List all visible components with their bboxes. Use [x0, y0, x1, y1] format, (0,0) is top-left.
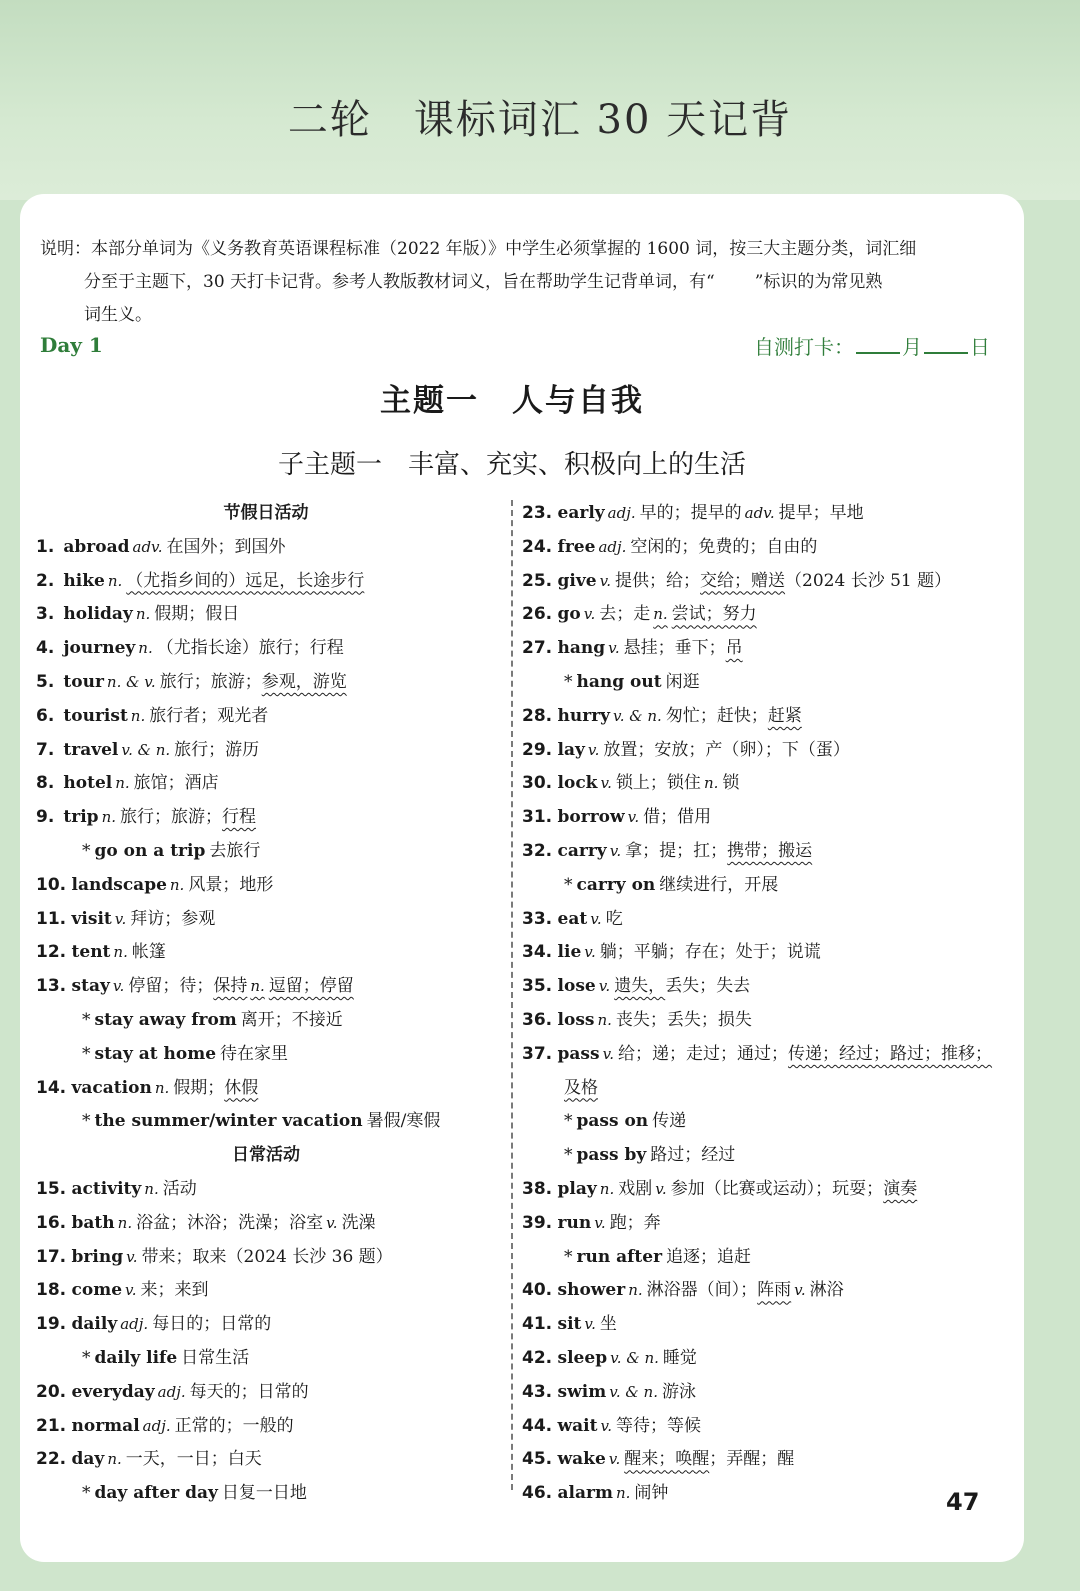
vocab-entry: 25. give v. 提供；给；交给；赠送（2024 长沙 51 题） [522, 570, 952, 591]
phrase-entry: * stay at home 待在家里 [82, 1043, 289, 1064]
vocab-entry: 27. hang v. 悬挂；垂下；吊 [522, 638, 743, 659]
day-blank[interactable] [924, 334, 968, 354]
right-column [522, 497, 1002, 1511]
notice-line-1: 说明：本部分单词为《义务教育英语课程标准（2022 年版）》中学生必须掌握的 1600 词，按三大主题分类，词汇细 [40, 239, 917, 259]
vocab-entry: 43. swim v. & n. 游泳 [522, 1381, 696, 1402]
vocab-entry: 15. activity n. 活动 [36, 1178, 197, 1199]
vocab-entry: 30. lock v. 锁上；锁住 n. 锁 [522, 773, 740, 794]
vocab-entry: 10. landscape n. 风景；地形 [36, 874, 274, 895]
phrase-entry: * hang out 闲逛 [564, 671, 700, 692]
notice-line-3: 词生义。 [84, 305, 152, 325]
vocab-entry: 12. tent n. 帐篷 [36, 942, 166, 963]
vocab-entry: 20. everyday adj. 每天的；日常的 [36, 1381, 309, 1402]
usage-notice [40, 233, 1006, 332]
vocab-entry: 46. alarm n. 闹钟 [522, 1483, 669, 1504]
phrase-entry: * carry on 继续进行，开展 [564, 874, 779, 895]
vocab-entry: 37. pass v. 给；递；走过；通过；传递；经过；路过；推移； [522, 1043, 993, 1064]
vocab-entry: 34. lie v. 躺；平躺；存在；处于；说谎 [522, 942, 821, 963]
vocab-entry: 29. lay v. 放置；安放；产（卵）；下（蛋） [522, 739, 850, 760]
column-divider [511, 500, 513, 1490]
vocab-entry: 44. wait v. 等待；等候 [522, 1415, 701, 1436]
vocab-entry: 16. bath n. 浴盆；沐浴；洗澡；浴室 v. 洗澡 [36, 1212, 376, 1233]
book-title: 二轮 课标词汇 30 天记背 [287, 97, 793, 143]
wavy-mark-sample [715, 266, 755, 280]
vocab-entry: 31. borrow v. 借；借用 [522, 807, 712, 828]
subtheme-title: 子主题一 丰富、充实、积极向上的生活 [277, 450, 746, 480]
vocab-entry: 36. loss n. 丧失；丢失；损失 [522, 1009, 752, 1030]
vocab-entry: 26. go v. 去；走 n. 尝试；努力 [522, 604, 757, 625]
vocab-entry: 3. holiday n. 假期；假日 [36, 604, 240, 625]
page-number: 47 [946, 1488, 980, 1516]
phrase-entry: * go on a trip 去旅行 [82, 840, 261, 861]
vocab-entry: 17. bring v. 带来；取来（2024 长沙 36 题） [36, 1246, 393, 1267]
vocab-entry: 24. free adj. 空闲的；免费的；自由的 [522, 536, 818, 557]
day-label: Day 1 [40, 333, 103, 357]
vocab-entry: 22. day n. 一天，一日；白天 [36, 1449, 262, 1470]
vocab-entry: 9. trip n. 旅行；旅游；行程 [36, 807, 256, 828]
vocab-entry: 40. shower n. 淋浴器（间）；阵雨 v. 淋浴 [522, 1280, 844, 1301]
section-heading: 节假日活动 [223, 503, 309, 523]
theme-title: 主题一 人与自我 [380, 383, 644, 419]
phrase-entry: * pass by 路过；经过 [564, 1145, 736, 1166]
phrase-entry: * day after day 日复一日地 [82, 1483, 307, 1504]
phrase-entry: * the summer/winter vacation 暑假/寒假 [82, 1111, 441, 1132]
vocab-entry: 2. hike n. （尤指乡间的）远足，长途步行 [36, 570, 365, 591]
vocab-entry: 32. carry v. 拿；提；扛；携带；搬运 [522, 840, 813, 861]
vocab-entry: 1. abroad adv. 在国外；到国外 [36, 536, 286, 557]
vocab-entry: 41. sit v. 坐 [522, 1314, 617, 1335]
vocab-entry: 18. come v. 来；来到 [36, 1280, 209, 1301]
vocab-entry: 4. journey n. （尤指长途）旅行；行程 [36, 638, 344, 659]
entry-continuation: 及格 [564, 1077, 598, 1098]
phrase-entry: * daily life 日常生活 [82, 1347, 250, 1368]
phrase-entry: * stay away from 离开；不接近 [82, 1009, 343, 1030]
month-blank[interactable] [856, 334, 900, 354]
vocab-entry: 21. normal adj. 正常的；一般的 [36, 1415, 294, 1436]
vocab-entry: 42. sleep v. & n. 睡觉 [522, 1347, 697, 1368]
phrase-entry: * pass on 传递 [564, 1111, 687, 1132]
vocab-entry: 39. run v. 跑；奔 [522, 1212, 661, 1233]
vocab-entry: 14. vacation n. 假期；休假 [36, 1077, 259, 1098]
section-heading: 日常活动 [232, 1145, 300, 1166]
phrase-entry: * run after 追逐；追赶 [564, 1246, 752, 1267]
vocab-entry: 8. hotel n. 旅馆；酒店 [36, 773, 219, 794]
vocab-entry: 19. daily adj. 每日的；日常的 [36, 1314, 272, 1335]
vocab-entry: 28. hurry v. & n. 匆忙；赶快；赶紧 [522, 705, 802, 726]
vocab-entry: 6. tourist n. 旅行者；观光者 [36, 705, 269, 726]
vocab-entry: 7. travel v. & n. 旅行；游历 [36, 739, 260, 760]
vocab-entry: 13. stay v. 停留；待；保持 n. 逗留；停留 [36, 976, 354, 997]
vocab-entry: 11. visit v. 拜访；参观 [36, 908, 216, 929]
vocab-entry: 5. tour n. & v. 旅行；旅游；参观，游览 [36, 671, 347, 692]
vocab-entry: 23. early adj. 早的；提早的 adv. 提早；早地 [522, 503, 864, 523]
vocab-entry: 38. play n. 戏剧 v. 参加（比赛或运动）；玩耍；演奏 [522, 1178, 918, 1199]
left-column [36, 497, 496, 1511]
vocab-entry: 33. eat v. 吃 [522, 908, 623, 929]
vocab-entry: 45. wake v. 醒来；唤醒；弄醒；醒 [522, 1449, 795, 1470]
vocab-entry: 35. lose v. 遗失，丢失；失去 [522, 976, 751, 997]
notice-line-2: 分至于主题下，30 天打卡记背。参考人教版教材词义，旨在帮助学生记背单词，有“ ”标识的为常见熟 [40, 266, 1006, 299]
checkin-field[interactable]: 自测打卡： 月 日 [754, 335, 990, 359]
